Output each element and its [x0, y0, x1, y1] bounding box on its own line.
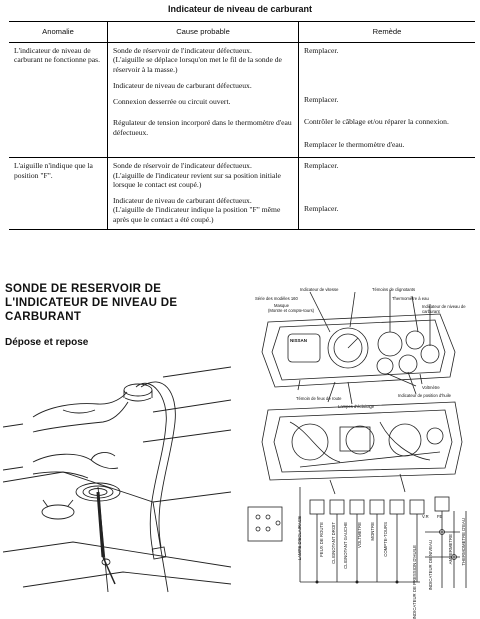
small-label: FE	[437, 514, 443, 519]
remede-cell	[299, 43, 476, 158]
remede-text: Remplacer le thermomètre d'eau.	[304, 140, 405, 149]
instrument-cluster-diagram	[240, 282, 475, 598]
anomalie-cell: L'indicateur de niveau de carburant ne fonctionne pas.	[9, 43, 108, 158]
cause-cell	[108, 158, 299, 230]
label-voltmetre: Voltmètre	[422, 385, 440, 390]
table-row	[9, 43, 475, 158]
connector-label: FEUX DE ROUTE	[319, 522, 324, 557]
remede-text: Remplacer.	[304, 204, 339, 214]
label-thermometre: Thermomètre à eau	[392, 296, 429, 301]
cause-text: Indicateur de niveau de carburant défectueux.	[113, 196, 252, 205]
connector-label: CLIGNOTANT GAUCHE	[343, 522, 348, 569]
cause-text: Sonde de réservoir de l'indicateur défectueux.	[113, 46, 252, 55]
gauge-brand-label: NISSAN	[290, 338, 308, 343]
cause-text: Régulateur de tension incorporé dans le thermomètre d'eau défectueux.	[113, 118, 292, 137]
section-title-line: L'INDICATEUR DE NIVEAU DE	[5, 297, 178, 309]
right-connector-label: INDICATEUR DE PRESSION D'HUILE	[412, 545, 417, 619]
cause-note: (L'aiguille de l'indicateur indique la position "F" même après que le contact a été coupé.)	[113, 205, 281, 224]
header-anomalie: Anomalie	[9, 22, 108, 43]
small-label: V.R	[422, 514, 429, 519]
remede-cell	[299, 158, 476, 230]
label-temoins-clignotants: Témoins de clignotants	[372, 287, 416, 292]
cause-text: Connexion desserrée ou circuit ouvert.	[113, 97, 231, 106]
cause-entry	[113, 118, 293, 137]
cause-cell	[108, 43, 299, 158]
sender-removal-illustration	[3, 352, 231, 597]
label-masque: Masque	[274, 303, 289, 308]
label-indicateur-niveau: Indicateur de niveau de carburant	[422, 304, 466, 314]
label-pression-huile: Indicateur de position d'huile	[398, 393, 451, 398]
label-indicateur-vitesse: Indicateur de vitesse	[300, 287, 339, 292]
section-subtitle: Dépose et repose	[5, 337, 89, 348]
connector-label: LAMPE D'ECLAIRAGE	[297, 516, 302, 561]
cause-note: (L'aiguille de l'indicateur revient sur sa position initiale lorsque le contact est coupé.)	[113, 170, 281, 189]
series-label: Série des modèles 160	[255, 296, 298, 301]
connector-label: MONTRE	[370, 522, 375, 541]
connector-label: CLIGNOTANT DROIT	[331, 522, 336, 564]
remede-text: Remplacer.	[304, 46, 339, 55]
connector-label: COMPTE-TOURS	[383, 522, 388, 557]
remede-text: Remplacer.	[304, 95, 339, 104]
right-connector-label: AMPERMETRE	[448, 534, 453, 565]
cause-text: Sonde de réservoir de l'indicateur défectueux.	[113, 161, 252, 171]
troubleshooting-table	[9, 21, 475, 230]
header-cause: Cause probable	[108, 22, 299, 43]
section-title-line: CARBURANT	[5, 311, 82, 323]
right-connector-label: INDICATEUR DE NIVEAU	[428, 540, 433, 591]
cause-entry	[113, 161, 293, 189]
table-row	[9, 158, 475, 230]
label-temoin-feux-route: Témoin de feux de route	[296, 396, 342, 401]
remede-text: Remplacer.	[304, 161, 339, 171]
cause-entry	[113, 46, 293, 74]
page-title: Indicateur de niveau de carburant	[167, 4, 313, 14]
table-header-row	[9, 22, 475, 43]
header-remede: Remède	[299, 22, 476, 43]
section-title-line: SONDE DE RESERVOIR DE	[5, 283, 162, 295]
cause-entry	[113, 196, 293, 224]
right-connector-label: THERMOMETRE D'EAU	[461, 518, 466, 566]
cause-note: (L'aiguille se déplace lorsqu'on met le fil de la sonde de réservoir à la masse.)	[113, 55, 282, 74]
label-lampes-eclairage: Lampes d'éclairage	[338, 404, 375, 409]
section-title	[5, 282, 215, 324]
anomalie-cell: L'aiguille n'indique que la position "F".	[9, 158, 108, 230]
remede-text: Contrôler le câblage et/ou réparer la connexion.	[304, 117, 449, 126]
label-montre: (Montre et compte-tours)	[268, 308, 315, 313]
cause-entry	[113, 97, 293, 106]
cause-entry	[113, 81, 293, 90]
cause-text: Indicateur de niveau de carburant défectueux.	[113, 80, 252, 90]
connector-label: VOLTMETRE	[357, 522, 362, 548]
